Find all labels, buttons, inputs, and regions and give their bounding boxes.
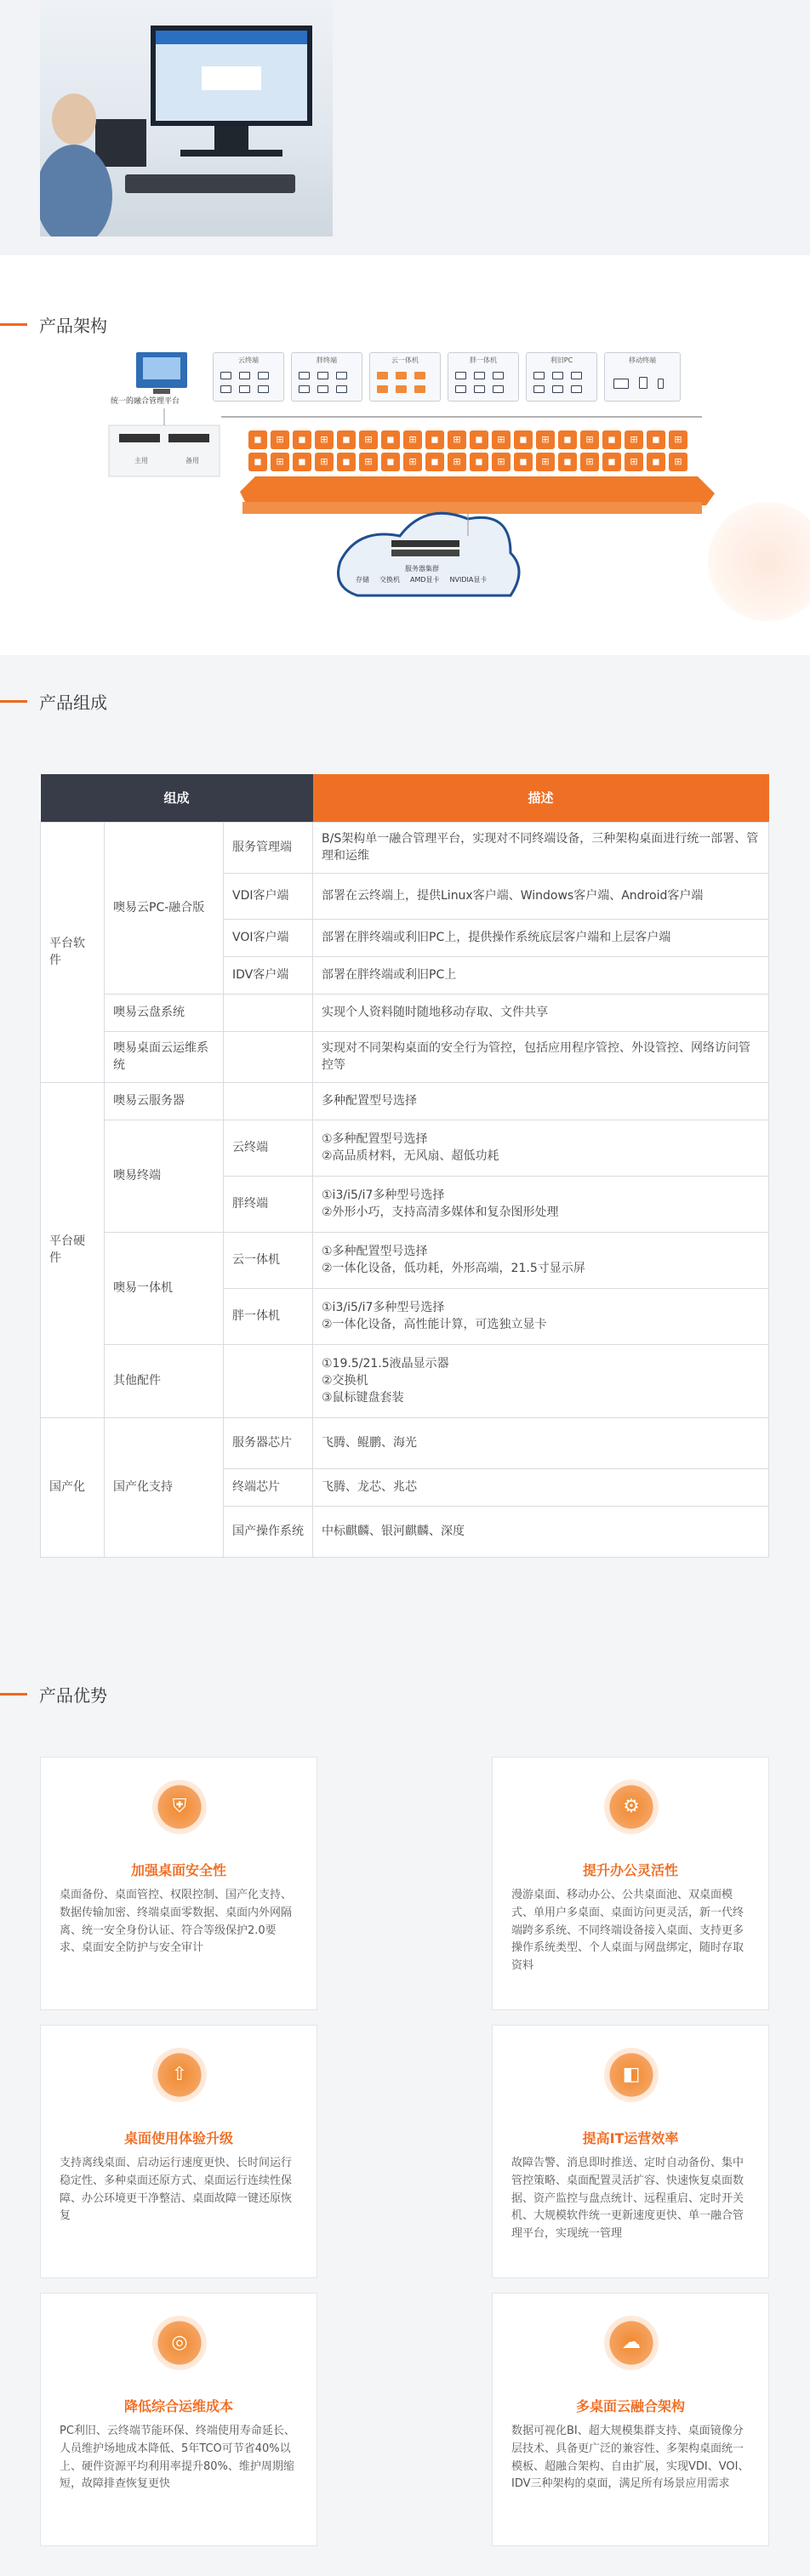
advantage-card-architecture: ☁ 多桌面云融合架构 数据可视化BI、超大规模集群支持、桌面镜像分层技术、具备更广泛的兼容性、多架构桌面统一模板、超融合架构、自由扩展，实现VDI、VOI、IDV三种架构的桌面，满足所有场景应用需求 <box>492 2293 769 2546</box>
subcategory-cell: 噢易一体机 <box>105 1232 224 1344</box>
app-tile-icon: ◼ <box>293 430 311 449</box>
monitor-icon <box>220 385 231 393</box>
component-cell <box>224 1031 313 1082</box>
app-tile-icon: ⊞ <box>315 453 334 471</box>
composition-section <box>0 655 810 1638</box>
nvidia-gpu-label: NVIDIA显卡 <box>449 576 488 584</box>
description-cell: B/S架构单一融合管理平台，实现对不同终端设备，三种架构桌面进行统一部署、管理和运维 <box>313 822 769 873</box>
app-tile-icon: ◼ <box>337 430 356 449</box>
component-cell: 服务器芯片 <box>224 1417 313 1468</box>
composition-table <box>40 774 769 1558</box>
app-tile-icon: ◼ <box>647 453 665 471</box>
switch-label: 交换机 <box>379 576 400 584</box>
table-row <box>41 822 769 873</box>
table-row <box>41 1082 769 1120</box>
monitor-icon <box>414 372 425 379</box>
subcategory-cell: 其他配件 <box>105 1344 224 1417</box>
monitor-icon <box>474 372 485 379</box>
composition-title: 产品组成 <box>0 689 107 714</box>
monitor-icon <box>493 372 504 379</box>
monitor-icon <box>493 385 504 393</box>
app-tile-icon: ◼ <box>381 430 400 449</box>
subcategory-cell: 噢易云PC-融合版 <box>105 822 224 994</box>
monitor-icon <box>299 385 310 393</box>
subcategory-cell: 噢易终端 <box>105 1120 224 1232</box>
table-row <box>41 1120 769 1176</box>
app-tile-icon: ◼ <box>514 453 533 471</box>
app-tile-icon: ⊞ <box>448 453 466 471</box>
app-tile-icon: ⊞ <box>669 453 687 471</box>
app-tile-icon: ⊞ <box>580 453 599 471</box>
terminal-group-mobile: 移动终端 <box>604 352 681 402</box>
category-cell: 平台软件 <box>41 822 105 1082</box>
server-label-primary: 主用 <box>134 457 148 464</box>
monitor-icon <box>552 385 563 393</box>
component-cell: VOI客户端 <box>224 919 313 956</box>
app-tile-icon: ⊞ <box>536 453 555 471</box>
component-cell: 胖终端 <box>224 1176 313 1232</box>
description-cell: ①i3/i5/i7多种型号选择 ②外形小巧，支持高清多媒体和复杂图形处理 <box>313 1176 769 1232</box>
component-cell: 云终端 <box>224 1120 313 1176</box>
hero-section <box>0 0 810 255</box>
app-tile-icon: ⊞ <box>625 430 643 449</box>
app-tile-icon: ⊞ <box>359 430 378 449</box>
phone-icon <box>658 379 664 389</box>
monitor-icon <box>571 372 582 379</box>
subcategory-cell: 噢易桌面云运维系统 <box>105 1031 224 1082</box>
architecture-title: 产品架构 <box>0 312 107 337</box>
component-cell <box>224 1082 313 1120</box>
app-tile-icon: ◼ <box>293 453 311 471</box>
component-cell: 国产操作系统 <box>224 1506 313 1557</box>
monitor-icon <box>220 372 231 379</box>
description-cell: 中标麒麟、银河麒麟、深度 <box>313 1506 769 1557</box>
coin-icon: ◎ <box>152 2316 207 2370</box>
component-cell: 终端芯片 <box>224 1468 313 1506</box>
header-composition: 组成 <box>41 774 313 822</box>
advantage-card-experience: ⇧ 桌面使用体验升级 支持离线桌面、启动运行速度更快、长时间运行稳定性、多种桌面还原方式、桌面运行连续性保障、办公环境更干净整洁、桌面故障一键还原恢复 <box>40 2025 317 2278</box>
description-cell: 部署在胖终端或利旧PC上，提供操作系统底层客户端和上层客户端 <box>313 919 769 956</box>
app-tile-icon: ◼ <box>514 430 533 449</box>
component-cell: VDI客户端 <box>224 873 313 919</box>
component-cell: IDV客户端 <box>224 956 313 994</box>
advantage-card-flexibility: ⚙ 提升办公灵活性 漫游桌面、移动办公、公共桌面池、双桌面模式、单用户多桌面、桌面访问更灵活，新一代终端跨多系统、不同终端设备接入桌面、支持更多操作系统类型、个人桌面与网盘绑定，随时存取资料 <box>492 1757 769 2010</box>
app-tile-icon: ◼ <box>470 453 488 471</box>
app-tile-icon: ⊞ <box>580 430 599 449</box>
app-tile-icon: ⊞ <box>359 453 378 471</box>
server-label-backup: 备用 <box>185 457 199 464</box>
app-tile-icon: ◼ <box>602 430 621 449</box>
description-cell: 实现个人资料随时随地移动存取、文件共享 <box>313 994 769 1031</box>
table-row <box>41 1232 769 1288</box>
app-tile-icon: ◼ <box>248 430 267 449</box>
description-cell: 多种配置型号选择 <box>313 1082 769 1120</box>
title-accent-bar <box>0 700 27 703</box>
app-tile-icon: ⊞ <box>492 453 511 471</box>
table-row <box>41 1344 769 1417</box>
description-cell: ①19.5/21.5液晶显示器 ②交换机 ③鼠标键盘套装 <box>313 1344 769 1417</box>
tablet-icon <box>639 377 647 389</box>
description-cell: 实现对不同架构桌面的安全行为管控，包括应用程序管控、外设管控、网络访问管控等 <box>313 1031 769 1082</box>
component-cell: 云一体机 <box>224 1232 313 1288</box>
app-tile-icon: ◼ <box>381 453 400 471</box>
app-tile-icon: ⊞ <box>271 453 289 471</box>
mgmt-label: 统一的融合管理平台 <box>111 397 180 406</box>
cloud-label: 服务器集群 <box>405 565 439 573</box>
title-accent-bar <box>0 1693 27 1695</box>
monitor-icon <box>552 372 563 379</box>
monitor-icon <box>396 385 407 393</box>
description-cell: 部署在云终端上，提供Linux客户端、Windows客户端、Android客户端 <box>313 873 769 919</box>
description-cell: ①i3/i5/i7多种型号选择 ②一体化设备，高性能计算，可选独立显卡 <box>313 1288 769 1344</box>
app-tile-icon: ⊞ <box>403 430 422 449</box>
terminal-group-cloud-aio: 云一体机 <box>369 352 441 402</box>
app-tile-icon: ⊞ <box>448 430 466 449</box>
monitor-icon <box>414 385 425 393</box>
terminal-group-fat: 胖终端 <box>291 352 362 402</box>
monitor-icon <box>239 372 250 379</box>
monitor-icon <box>239 385 250 393</box>
advantages-section <box>0 1638 810 2576</box>
app-tile-icon: ⊞ <box>536 430 555 449</box>
category-cell: 国产化 <box>41 1417 105 1557</box>
monitor-icon <box>258 372 269 379</box>
monitor-icon <box>258 385 269 393</box>
app-tile-icon: ◼ <box>470 430 488 449</box>
terminal-group-legacy-pc: 利旧PC <box>526 352 597 402</box>
header-description: 描述 <box>313 774 769 822</box>
app-tile-icon: ◼ <box>425 430 444 449</box>
terminal-group-fat-aio: 胖一体机 <box>448 352 519 402</box>
description-cell: ①多种配置型号选择 ②一体化设备，低功耗，外形高端，21.5寸显示屏 <box>313 1232 769 1288</box>
app-tile-icon: ⊞ <box>403 453 422 471</box>
description-cell: 飞腾、龙芯、兆芯 <box>313 1468 769 1506</box>
monitor-icon <box>299 372 310 379</box>
hero-photo <box>40 0 333 237</box>
app-tile-icon: ◼ <box>558 453 577 471</box>
app-tile-icon: ◼ <box>647 430 665 449</box>
arrow-up-icon: ⇧ <box>152 2048 207 2102</box>
monitor-icon <box>455 385 466 393</box>
table-row <box>41 1417 769 1468</box>
monitor-icon <box>336 385 347 393</box>
terminal-group-cloud: 云终端 <box>213 352 284 402</box>
app-tile-icon: ⊞ <box>625 453 643 471</box>
monitor-icon <box>336 372 347 379</box>
component-cell <box>224 994 313 1031</box>
component-cell: 胖一体机 <box>224 1288 313 1344</box>
app-tile-icon: ⊞ <box>315 430 334 449</box>
chart-icon: ◧ <box>604 2048 659 2102</box>
table-row <box>41 994 769 1031</box>
description-cell: 部署在胖终端或利旧PC上 <box>313 956 769 994</box>
subcategory-cell: 噢易云服务器 <box>105 1082 224 1120</box>
app-tile-icon: ◼ <box>337 453 356 471</box>
architecture-section <box>0 281 810 655</box>
category-cell: 平台硬件 <box>41 1082 105 1417</box>
app-tile-icon: ◼ <box>248 453 267 471</box>
monitor-icon <box>317 372 328 379</box>
subcategory-cell: 噢易云盘系统 <box>105 994 224 1031</box>
app-tile-icon: ◼ <box>602 453 621 471</box>
app-tile-icon: ⊞ <box>271 430 289 449</box>
table-row <box>41 1031 769 1082</box>
storage-labels <box>356 575 487 584</box>
monitor-icon <box>377 372 388 379</box>
app-tile-icon: ⊞ <box>492 430 511 449</box>
monitor-icon <box>455 372 466 379</box>
component-cell <box>224 1344 313 1417</box>
monitor-icon <box>396 372 407 379</box>
amd-gpu-label: AMD显卡 <box>410 576 440 584</box>
app-tile-icon: ◼ <box>425 453 444 471</box>
gear-icon: ⚙ <box>604 1780 659 1834</box>
description-cell: 飞腾、鲲鹏、海光 <box>313 1417 769 1468</box>
monitor-icon <box>474 385 485 393</box>
shield-icon: ⛨ <box>152 1780 207 1834</box>
app-tile-icon: ◼ <box>558 430 577 449</box>
cloud-icon: ☁ <box>604 2316 659 2370</box>
subcategory-cell: 国产化支持 <box>105 1417 224 1557</box>
storage-label: 存储 <box>356 576 369 584</box>
laptop-icon <box>613 379 629 389</box>
monitor-icon <box>533 372 545 379</box>
advantage-card-efficiency: ◧ 提高IT运营效率 故障告警、消息即时推送、定时自动备份、集中管控策略、桌面配置灵活扩容、快速恢复桌面数据、资产监控与盘点统计、远程重启、定时开关机、大规模软件统一更新速度更快、单一融合管理平台，实现统一管理 <box>492 2025 769 2278</box>
monitor-icon <box>377 385 388 393</box>
advantage-card-security: ⛨ 加强桌面安全性 桌面备份、桌面管控、权限控制、国产化支持、数据传输加密、终端桌面零数据、桌面内外网隔离、统一安全身份认证、符合等级保护2.0要求、桌面安全防护与安全审计 <box>40 1757 317 2010</box>
advantage-card-cost: ◎ 降低综合运维成本 PC利旧、云终端节能环保、终端使用寿命延长、人员维护场地成本降低、5年TCO可节省40%以上、硬件资源平均利用率提升80%、维护周期缩短，故障排查恢复更快 <box>40 2293 317 2546</box>
monitor-icon <box>533 385 545 393</box>
monitor-icon <box>317 385 328 393</box>
app-tile-icon: ⊞ <box>669 430 687 449</box>
advantages-title: 产品优势 <box>0 1682 107 1707</box>
description-cell: ①多种配置型号选择 ②高品质材料，无风扇、超低功耗 <box>313 1120 769 1176</box>
monitor-icon <box>571 385 582 393</box>
component-cell: 服务管理端 <box>224 822 313 873</box>
